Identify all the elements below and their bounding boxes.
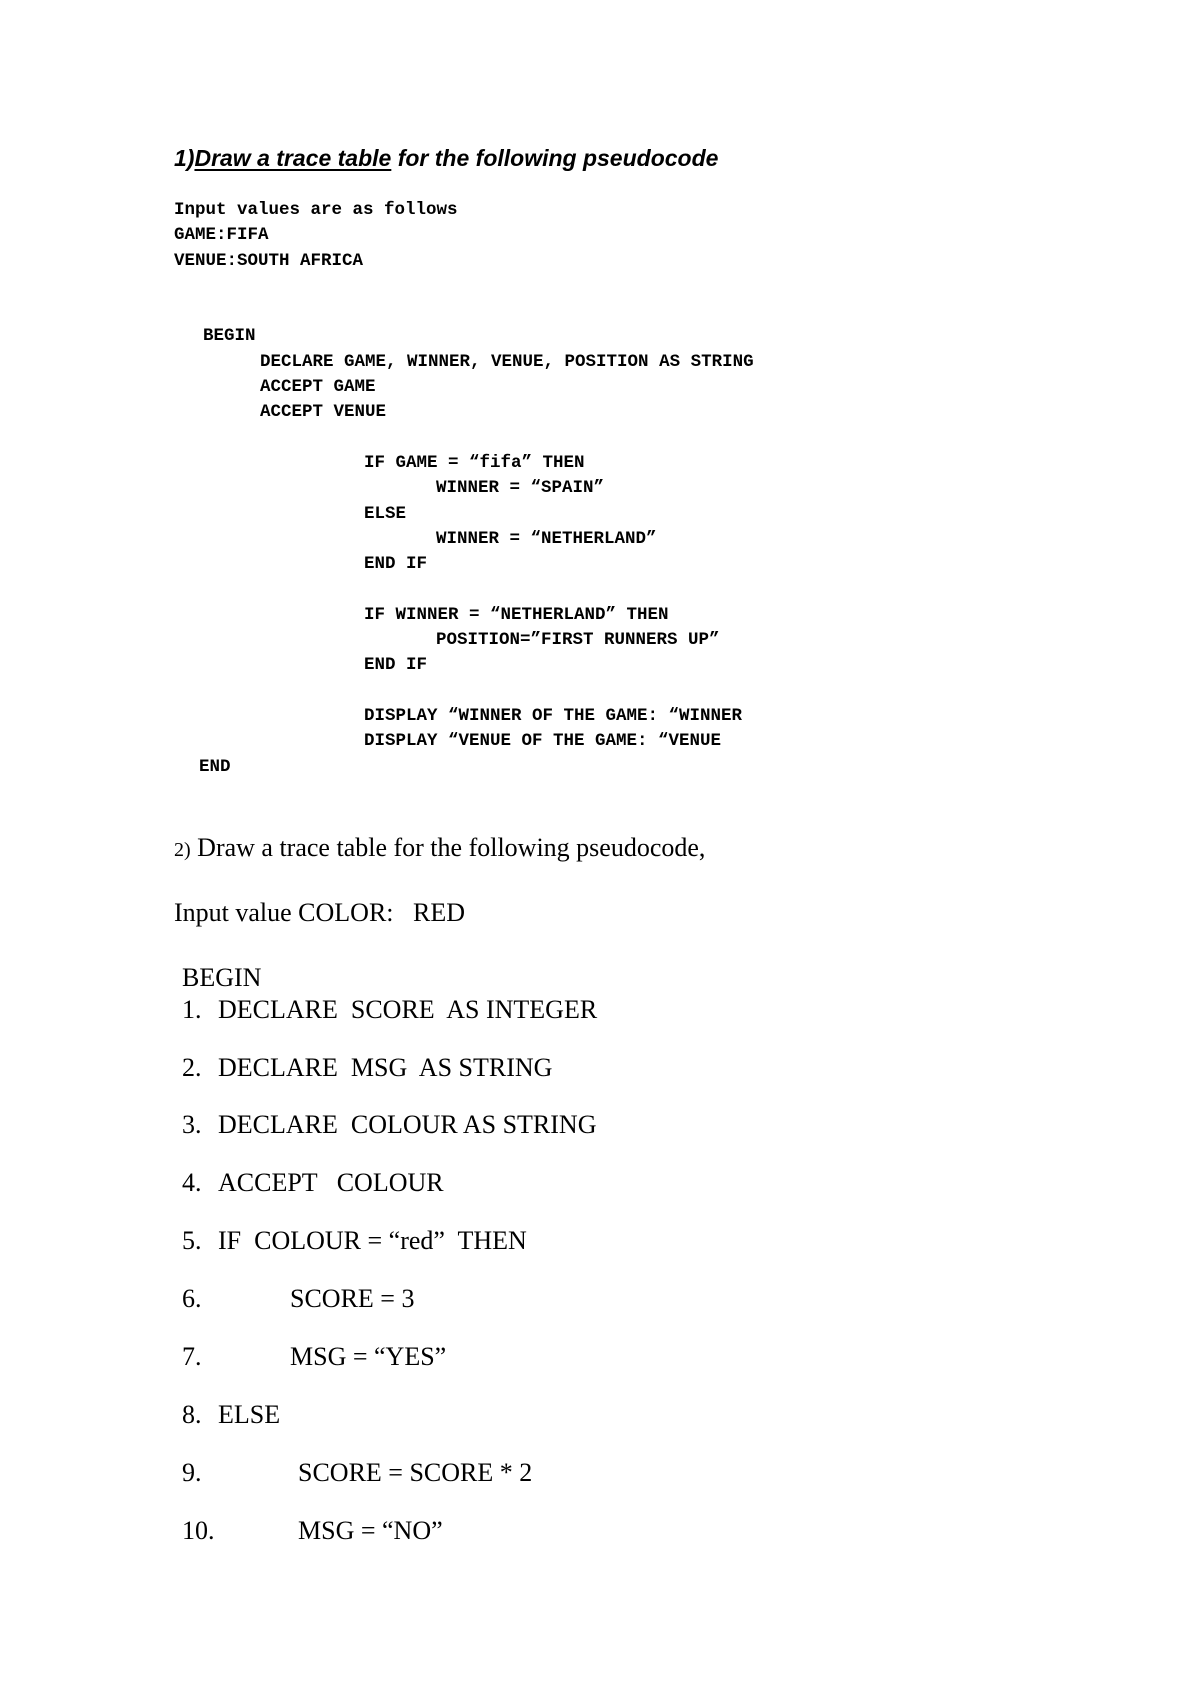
code-winner-spain: WINNER = “SPAIN” (436, 478, 605, 498)
question1-title (174, 145, 718, 172)
step-number: 8. (182, 1400, 202, 1429)
step-6 (182, 1284, 414, 1314)
step-text: DECLARE MSG AS STRING (218, 1053, 553, 1082)
step-10 (182, 1516, 443, 1546)
code-if-winner: IF WINNER = “NETHERLAND” THEN (364, 605, 669, 625)
step-8 (182, 1400, 280, 1430)
question1-number: 1) (174, 145, 195, 171)
step-number: 3. (182, 1110, 202, 1139)
code-begin: BEGIN (203, 326, 256, 346)
question1-title-underlined: Draw a trace table (194, 145, 392, 171)
step-text: MSG = “YES” (290, 1342, 447, 1371)
question2-title (174, 833, 705, 863)
code-display-winner: DISPLAY “WINNER OF THE GAME: “WINNER (364, 706, 743, 726)
step-9 (182, 1458, 532, 1488)
step-text: SCORE = 3 (290, 1284, 415, 1313)
step-text: MSG = “NO” (298, 1516, 443, 1545)
code-if-game: IF GAME = “fifa” THEN (364, 453, 585, 473)
code-declare: DECLARE GAME, WINNER, VENUE, POSITION AS STRING (260, 352, 754, 372)
step-text: DECLARE COLOUR AS STRING (218, 1110, 597, 1139)
step-text: IF COLOUR = “red” THEN (218, 1226, 527, 1255)
input-game: GAME:FIFA (174, 225, 269, 245)
input-heading: Input values are as follows (174, 200, 458, 220)
step-number: 5. (182, 1226, 202, 1255)
code-accept-venue: ACCEPT VENUE (260, 402, 387, 422)
code-accept-game: ACCEPT GAME (260, 377, 376, 397)
code-display-venue: DISPLAY “VENUE OF THE GAME: “VENUE (364, 731, 722, 751)
step-text: ELSE (218, 1400, 281, 1429)
code-winner-netherland: WINNER = “NETHERLAND” (436, 529, 657, 549)
step-number: 4. (182, 1168, 202, 1197)
step-number: 1. (182, 995, 202, 1024)
question1-title-rest: for the following pseudocode (391, 145, 719, 171)
code-endif-2: END IF (364, 655, 428, 675)
step-1 (182, 995, 597, 1025)
code-end: END (199, 757, 231, 777)
question2-number: 2) (174, 839, 191, 861)
question2-begin: BEGIN (182, 963, 262, 992)
question2-input-line: Input value COLOR: RED (174, 898, 466, 927)
code-position: POSITION=”FIRST RUNNERS UP” (436, 630, 720, 650)
step-5 (182, 1226, 527, 1256)
step-number: 6. (182, 1284, 202, 1313)
step-7 (182, 1342, 446, 1372)
step-number: 7. (182, 1342, 202, 1371)
step-number: 9. (182, 1458, 202, 1487)
step-number: 10. (182, 1516, 215, 1545)
step-number: 2. (182, 1053, 202, 1082)
step-4 (182, 1168, 444, 1198)
question2-title-text: Draw a trace table for the following pseudocode, (190, 833, 706, 862)
code-endif-1: END IF (364, 554, 428, 574)
step-3 (182, 1110, 596, 1140)
step-text: DECLARE SCORE AS INTEGER (218, 995, 598, 1024)
input-venue: VENUE:SOUTH AFRICA (174, 251, 364, 271)
step-text: SCORE = SCORE * 2 (298, 1458, 533, 1487)
step-2 (182, 1053, 552, 1083)
code-else: ELSE (364, 504, 407, 524)
step-text: ACCEPT COLOUR (218, 1168, 444, 1197)
